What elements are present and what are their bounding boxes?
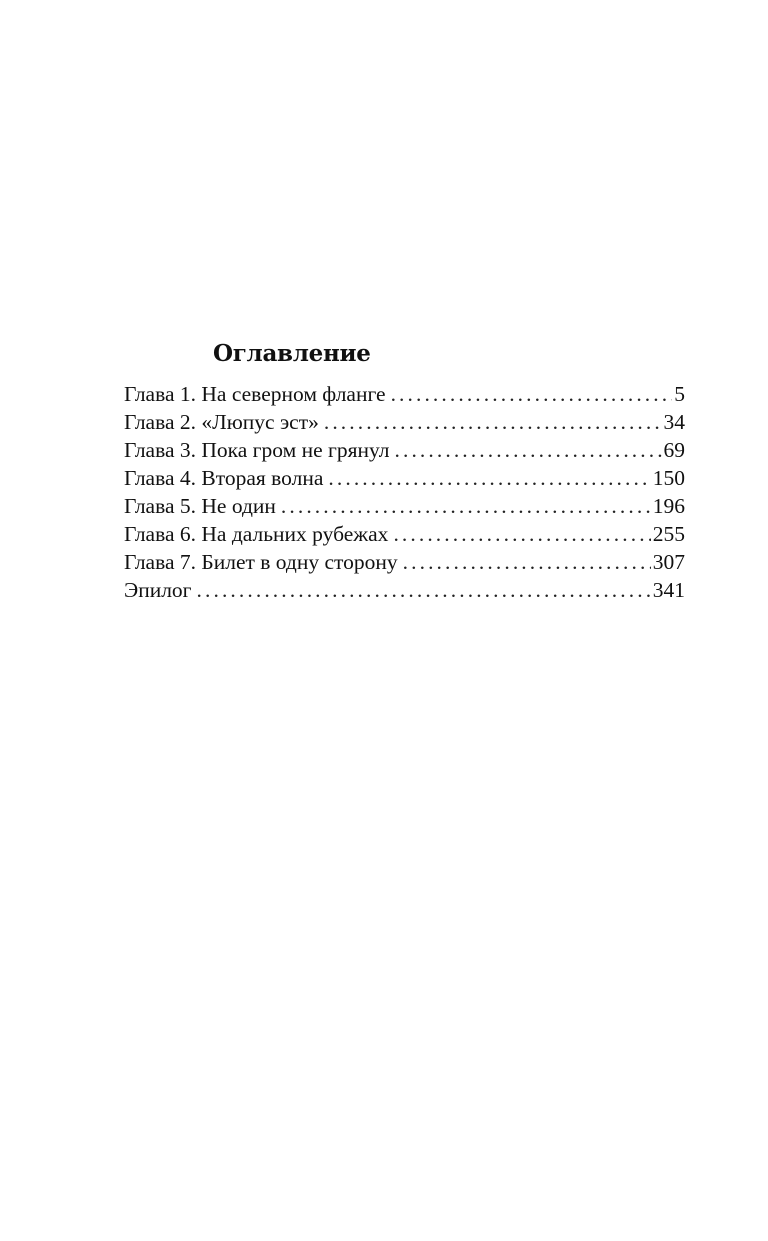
toc-entry-page: 196 — [652, 494, 685, 518]
toc-entry-chapter-6 — [124, 520, 685, 548]
dot-leader — [391, 380, 673, 408]
dot-leader — [403, 548, 651, 576]
toc-entry-page: 150 — [652, 466, 685, 490]
table-of-contents — [124, 336, 685, 604]
toc-entry-label: Глава 5. Не один — [124, 494, 276, 518]
toc-entry-label: Глава 3. Пока гром не грянул — [124, 438, 390, 462]
toc-entry-page: 69 — [663, 438, 685, 462]
toc-entry-label: Глава 1. На северном фланге — [124, 382, 386, 406]
toc-entry-label: Глава 7. Билет в одну сторону — [124, 550, 398, 574]
toc-entry-chapter-5 — [124, 492, 685, 520]
toc-entry-page: 255 — [652, 522, 685, 546]
dot-leader — [395, 436, 662, 464]
toc-list — [124, 380, 685, 604]
toc-title: Оглавление — [213, 340, 371, 367]
toc-entry-chapter-2 — [124, 408, 685, 436]
toc-entry-label: Эпилог — [124, 578, 192, 602]
toc-entry-epilogue — [124, 576, 685, 604]
dot-leader — [281, 492, 651, 520]
toc-entry-chapter-3 — [124, 436, 685, 464]
toc-entry-label: Глава 4. Вторая волна — [124, 466, 324, 490]
toc-entry-chapter-7 — [124, 548, 685, 576]
dot-leader — [324, 408, 662, 436]
dot-leader — [197, 576, 651, 604]
toc-entry-label: Глава 6. На дальних рубежах — [124, 522, 389, 546]
toc-entry-page: 5 — [674, 382, 685, 406]
toc-entry-chapter-1 — [124, 380, 685, 408]
dot-leader — [393, 520, 650, 548]
toc-entry-label: Глава 2. «Люпус эст» — [124, 410, 319, 434]
dot-leader — [328, 464, 650, 492]
toc-entry-chapter-4 — [124, 464, 685, 492]
toc-entry-page: 341 — [652, 578, 685, 602]
toc-entry-page: 34 — [663, 410, 685, 434]
toc-entry-page: 307 — [652, 550, 685, 574]
